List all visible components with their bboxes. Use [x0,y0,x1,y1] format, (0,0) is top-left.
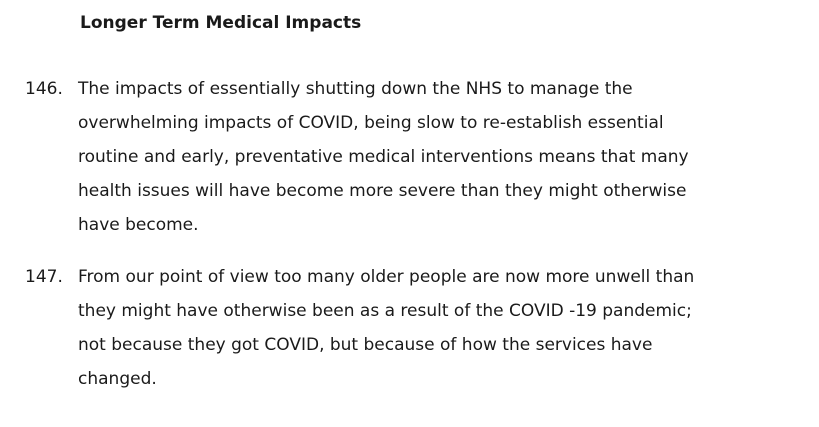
paragraph-number: 147. [25,267,63,287]
paragraph-line: overwhelming impacts of COVID, being slow to re-establish essential [78,113,664,133]
paragraph-line: changed. [78,369,157,389]
paragraph-147 [25,260,805,396]
paragraph-line: From our point of view too many older people are now more unwell than [78,267,695,287]
paragraph-line: health issues will have become more severe than they might otherwise [78,181,687,201]
paragraph-line: The impacts of essentially shutting down the NHS to manage the [78,79,633,99]
paragraph-line: they might have otherwise been as a result of the COVID -19 pandemic; [78,301,692,321]
paragraph-146 [25,72,805,242]
section-heading: Longer Term Medical Impacts [80,13,362,33]
paragraph-line: have become. [78,215,199,235]
paragraph-number: 146. [25,79,63,99]
paragraph-line: not because they got COVID, but because of how the services have [78,335,653,355]
paragraph-line: routine and early, preventative medical interventions means that many [78,147,689,167]
